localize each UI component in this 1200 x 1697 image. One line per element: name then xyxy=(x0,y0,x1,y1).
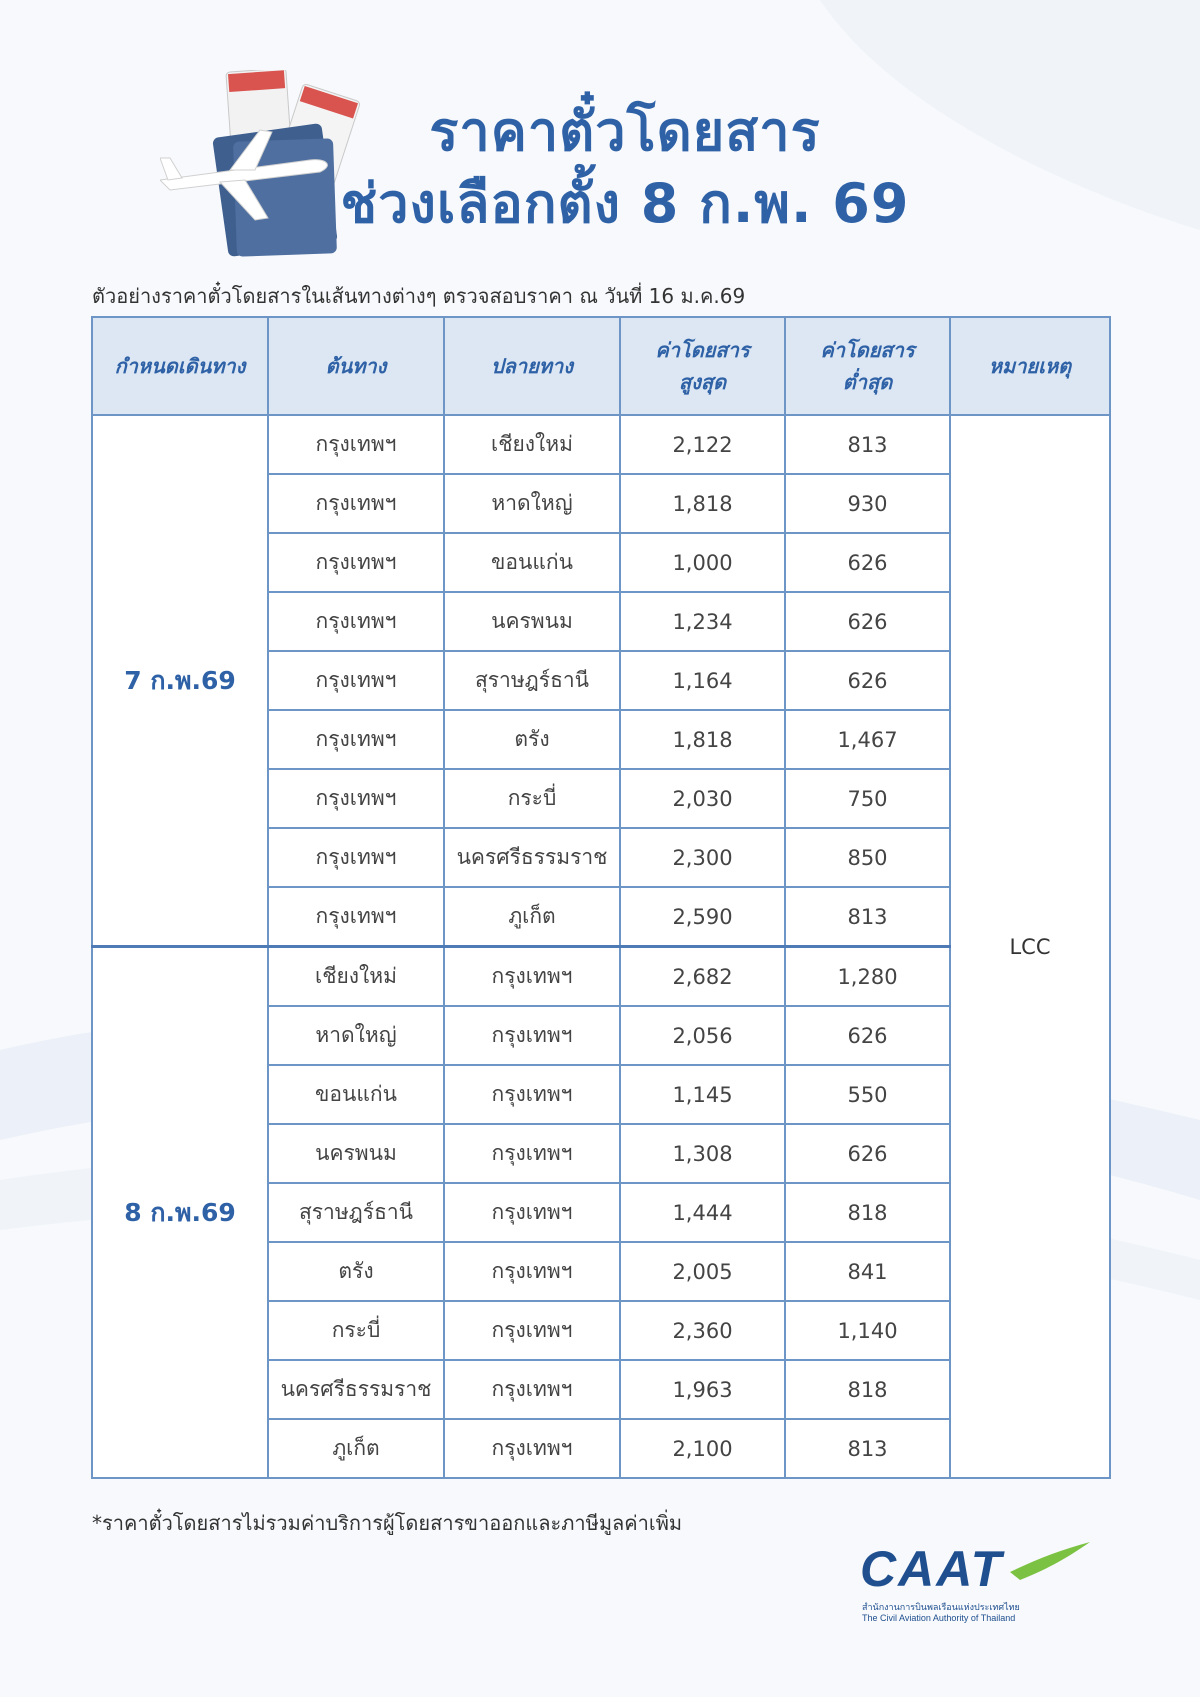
min-fare-cell: 1,280 xyxy=(785,947,950,1007)
min-fare-cell: 813 xyxy=(785,887,950,947)
remark-cell: LCC xyxy=(950,415,1110,1478)
subtitle: ตัวอย่างราคาตั๋วโดยสารในเส้นทางต่างๆ ตรวจสอบราคา ณ วันที่ 16 ม.ค.69 xyxy=(92,284,746,308)
logo-subtitle-en: The Civil Aviation Authority of Thailand xyxy=(862,1613,1016,1623)
header-date: กำหนดเดินทาง xyxy=(92,317,268,415)
max-fare-cell: 1,963 xyxy=(620,1360,785,1419)
logo-text: CAAT xyxy=(860,1541,1004,1597)
footnote: *ราคาตั๋วโดยสารไม่รวมค่าบริการผู้โดยสารขาออกและภาษีมูลค่าเพิ่ม xyxy=(92,1511,683,1535)
travel-date-cell: 7 ก.พ.69 xyxy=(92,415,268,947)
caat-logo xyxy=(860,1540,1100,1630)
destination-cell: เชียงใหม่ xyxy=(444,415,620,474)
min-fare-cell: 626 xyxy=(785,592,950,651)
min-fare-cell: 818 xyxy=(785,1183,950,1242)
title-line-1: ราคาตั๋วโดยสาร xyxy=(429,100,821,163)
min-fare-cell: 1,467 xyxy=(785,710,950,769)
header-min-fare xyxy=(785,317,950,415)
max-fare-cell: 1,818 xyxy=(620,710,785,769)
destination-cell: กระบี่ xyxy=(444,769,620,828)
page-title xyxy=(300,96,950,240)
destination-cell: นครศรีธรรมราช xyxy=(444,828,620,887)
header-origin: ต้นทาง xyxy=(268,317,444,415)
min-fare-cell: 750 xyxy=(785,769,950,828)
max-fare-cell: 2,682 xyxy=(620,947,785,1007)
min-fare-cell: 626 xyxy=(785,533,950,592)
destination-cell: กรุงเทพฯ xyxy=(444,1360,620,1419)
origin-cell: หาดใหญ่ xyxy=(268,1006,444,1065)
min-fare-cell: 626 xyxy=(785,1124,950,1183)
max-fare-cell: 2,360 xyxy=(620,1301,785,1360)
travel-date-cell: 8 ก.พ.69 xyxy=(92,947,268,1479)
title-line-2: ช่วงเลือกตั้ง 8 ก.พ. 69 xyxy=(340,172,910,235)
origin-cell: กรุงเทพฯ xyxy=(268,887,444,947)
max-fare-cell: 1,000 xyxy=(620,533,785,592)
destination-cell: ภูเก็ต xyxy=(444,887,620,947)
max-fare-cell: 1,164 xyxy=(620,651,785,710)
min-fare-cell: 930 xyxy=(785,474,950,533)
max-fare-cell: 1,308 xyxy=(620,1124,785,1183)
destination-cell: สุราษฎร์ธานี xyxy=(444,651,620,710)
fare-table-body xyxy=(92,415,1110,1478)
origin-cell: กรุงเทพฯ xyxy=(268,533,444,592)
origin-cell: กรุงเทพฯ xyxy=(268,474,444,533)
origin-cell: กรุงเทพฯ xyxy=(268,828,444,887)
max-fare-cell: 2,590 xyxy=(620,887,785,947)
fare-table xyxy=(91,316,1111,1479)
origin-cell: นครพนม xyxy=(268,1124,444,1183)
logo-swoosh-icon xyxy=(1010,1542,1090,1582)
min-fare-cell: 813 xyxy=(785,1419,950,1478)
max-fare-cell: 2,122 xyxy=(620,415,785,474)
origin-cell: ตรัง xyxy=(268,1242,444,1301)
header-min-fare-line2: ต่ำสุด xyxy=(842,370,893,394)
header-max-fare xyxy=(620,317,785,415)
destination-cell: กรุงเทพฯ xyxy=(444,1124,620,1183)
max-fare-cell: 2,100 xyxy=(620,1419,785,1478)
destination-cell: ตรัง xyxy=(444,710,620,769)
max-fare-cell: 2,030 xyxy=(620,769,785,828)
origin-cell: กรุงเทพฯ xyxy=(268,651,444,710)
min-fare-cell: 550 xyxy=(785,1065,950,1124)
destination-cell: กรุงเทพฯ xyxy=(444,947,620,1007)
header-max-fare-line2: สูงสุด xyxy=(678,370,727,394)
max-fare-cell: 2,005 xyxy=(620,1242,785,1301)
origin-cell: ขอนแก่น xyxy=(268,1065,444,1124)
destination-cell: กรุงเทพฯ xyxy=(444,1065,620,1124)
min-fare-cell: 818 xyxy=(785,1360,950,1419)
origin-cell: สุราษฎร์ธานี xyxy=(268,1183,444,1242)
min-fare-cell: 850 xyxy=(785,828,950,887)
origin-cell: กรุงเทพฯ xyxy=(268,710,444,769)
logo-subtitle-th: สำนักงานการบินพลเรือนแห่งประเทศไทย xyxy=(862,1603,1020,1613)
header-min-fare-line1: ค่าโดยสาร xyxy=(820,338,915,362)
max-fare-cell: 1,234 xyxy=(620,592,785,651)
destination-cell: ขอนแก่น xyxy=(444,533,620,592)
header-destination: ปลายทาง xyxy=(444,317,620,415)
destination-cell: กรุงเทพฯ xyxy=(444,1242,620,1301)
table-row xyxy=(92,415,1110,474)
max-fare-cell: 1,145 xyxy=(620,1065,785,1124)
min-fare-cell: 1,140 xyxy=(785,1301,950,1360)
destination-cell: นครพนม xyxy=(444,592,620,651)
max-fare-cell: 2,300 xyxy=(620,828,785,887)
header-remark: หมายเหตุ xyxy=(950,317,1110,415)
destination-cell: กรุงเทพฯ xyxy=(444,1419,620,1478)
origin-cell: กรุงเทพฯ xyxy=(268,415,444,474)
destination-cell: กรุงเทพฯ xyxy=(444,1301,620,1360)
min-fare-cell: 813 xyxy=(785,415,950,474)
destination-cell: กรุงเทพฯ xyxy=(444,1006,620,1065)
max-fare-cell: 1,444 xyxy=(620,1183,785,1242)
destination-cell: หาดใหญ่ xyxy=(444,474,620,533)
max-fare-cell: 1,818 xyxy=(620,474,785,533)
origin-cell: กรุงเทพฯ xyxy=(268,592,444,651)
min-fare-cell: 626 xyxy=(785,651,950,710)
table-header-row xyxy=(92,317,1110,415)
origin-cell: ภูเก็ต xyxy=(268,1419,444,1478)
origin-cell: เชียงใหม่ xyxy=(268,947,444,1007)
origin-cell: นครศรีธรรมราช xyxy=(268,1360,444,1419)
origin-cell: กรุงเทพฯ xyxy=(268,769,444,828)
min-fare-cell: 841 xyxy=(785,1242,950,1301)
min-fare-cell: 626 xyxy=(785,1006,950,1065)
origin-cell: กระบี่ xyxy=(268,1301,444,1360)
header-max-fare-line1: ค่าโดยสาร xyxy=(655,338,750,362)
max-fare-cell: 2,056 xyxy=(620,1006,785,1065)
destination-cell: กรุงเทพฯ xyxy=(444,1183,620,1242)
